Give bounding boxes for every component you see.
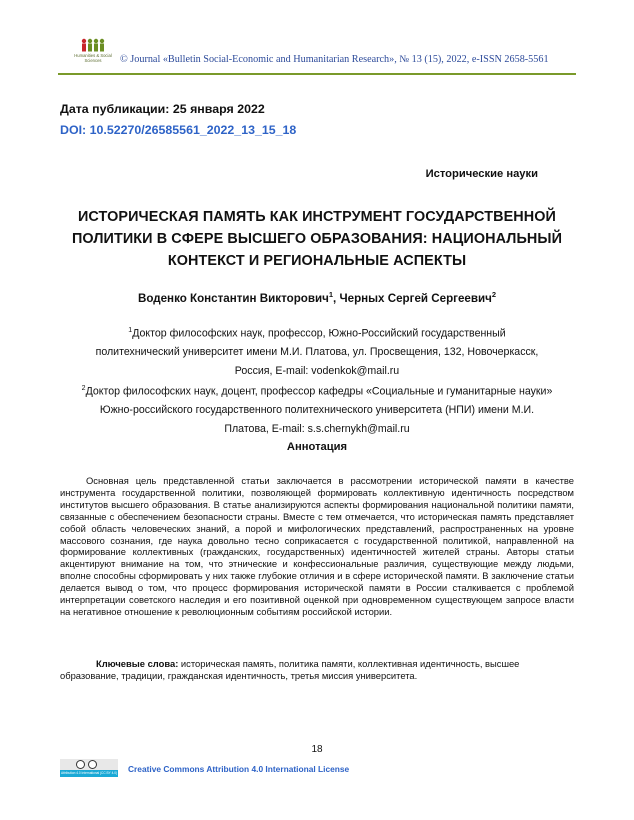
title-line-3: КОНТЕКСТ И РЕГИОНАЛЬНЫЕ АСПЕКТЫ	[167, 253, 467, 269]
page-header	[58, 38, 578, 72]
author-1-mark: 1	[328, 290, 334, 299]
cc-badge-top	[60, 759, 118, 770]
journal-citation: © Journal «Bulletin Social-Economic and Humanitarian Research», № 13 (15), 2022, e-ISSN 2658-5561	[120, 54, 549, 65]
abstract-heading: Аннотация	[286, 441, 348, 453]
page-number: 18	[311, 744, 323, 755]
affiliation-1-line-1	[60, 322, 574, 343]
author-separator: ,	[333, 291, 340, 305]
cc-license-badge-icon[interactable]	[60, 759, 118, 777]
keywords	[60, 658, 574, 682]
title-line-1: ИСТОРИЧЕСКАЯ ПАМЯТЬ КАК ИНСТРУМЕНТ ГОСУДАРСТВЕННОЙ	[77, 209, 556, 225]
affiliation-2-mark: 2	[81, 385, 86, 393]
author-list	[60, 290, 574, 305]
affiliation-1-line-2: политехнический университет имени М.И. Платова, ул. Просвещения, 132, Новочеркасск,	[95, 346, 539, 359]
publication-date: Дата публикации: 25 января 2022	[60, 102, 265, 116]
affiliation-1-line-3: Россия, E-mail: vodenkok@mail.ru	[234, 364, 400, 377]
affiliations	[60, 322, 574, 439]
cc-icon	[76, 760, 85, 769]
author-2: Черных Сергей Сергеевич	[339, 291, 492, 305]
abstract-text: Основная цель представленной статьи заключается в рассмотрении исторической памяти в качестве инструмента государственной политики, позволяющей формировать коллективную идентичность посредством институтов высшего образования. В статье анализируются аспекты формирования национальной политики памяти, связанные с обеспечением безопасности страны. Вместе с тем отмечается, что историческая память представляет собой область человеческих знаний, а порой и мифологических представлений, распространенных на уровне массового сознания, где наука довольно тесно соприкасается с государственной политикой, направленной на формирование коллективных (гражданских, государственных) идентичностей жителей страны. Авторы статьи акцентируют внимание на том, что этнические и конфессиональные различия, существующие между людьми, вполне способны сформировать у них также глубокие отличия и в сфере исторической памяти. В заключение статьи делается вывод о том, что процесс формирования исторической памяти в России сталкивается с проблемой интерпретации советского наследия и его позитивной оценкой при одновременном существующем запросе власти на негативное отношение к революционным событиям российской истории.	[60, 475, 574, 617]
logo-text-line2: Sciences	[84, 58, 102, 63]
affiliation-2-line-2: Южно-российского государственного политехнического университета (НПИ) имени М.И.	[99, 404, 535, 417]
affiliation-2-text-1: Доктор философских наук, доцент, профессор кафедры «Социальные и гуманитарные науки»	[85, 385, 553, 398]
journal-logo	[58, 38, 128, 68]
affiliation-1-text-1: Доктор философских наук, профессор, Южно-Российский государственный	[132, 327, 506, 340]
author-1: Воденко Константин Викторович	[137, 291, 329, 305]
keywords-label: Ключевые слова:	[96, 658, 179, 669]
affiliation-2-line-3: Платова, E-mail: s.s.chernykh@mail.ru	[224, 423, 410, 436]
keywords-text: историческая память, политика памяти, коллективная идентичность, высшее образование, традиции, гражданская идентичность, третья миссия университета.	[60, 658, 520, 681]
title-line-2: ПОЛИТИКИ В СФЕРЕ ВЫСШЕГО ОБРАЗОВАНИЯ: НАЦИОНАЛЬНЫЙ	[71, 231, 563, 247]
article-title	[60, 206, 574, 272]
affiliation-1-mark: 1	[128, 327, 133, 334]
logo-text	[58, 53, 128, 63]
author-2-mark: 2	[491, 290, 497, 299]
attribution-icon	[88, 760, 97, 769]
doi-link[interactable]: DOI: 10.52270/26585561_2022_13_15_18	[60, 123, 297, 137]
section-name: Исторические науки	[425, 168, 538, 180]
affiliation-2-line-1	[60, 380, 574, 401]
cc-badge-text: Attribution 4.0 International (CC BY 4.0)	[61, 771, 117, 775]
logo-text-line1: Humanities & Social	[74, 53, 112, 58]
header-divider	[58, 73, 576, 75]
people-logo-icon	[80, 38, 106, 52]
license-link[interactable]: Creative Commons Attribution 4.0 International License	[128, 764, 350, 774]
